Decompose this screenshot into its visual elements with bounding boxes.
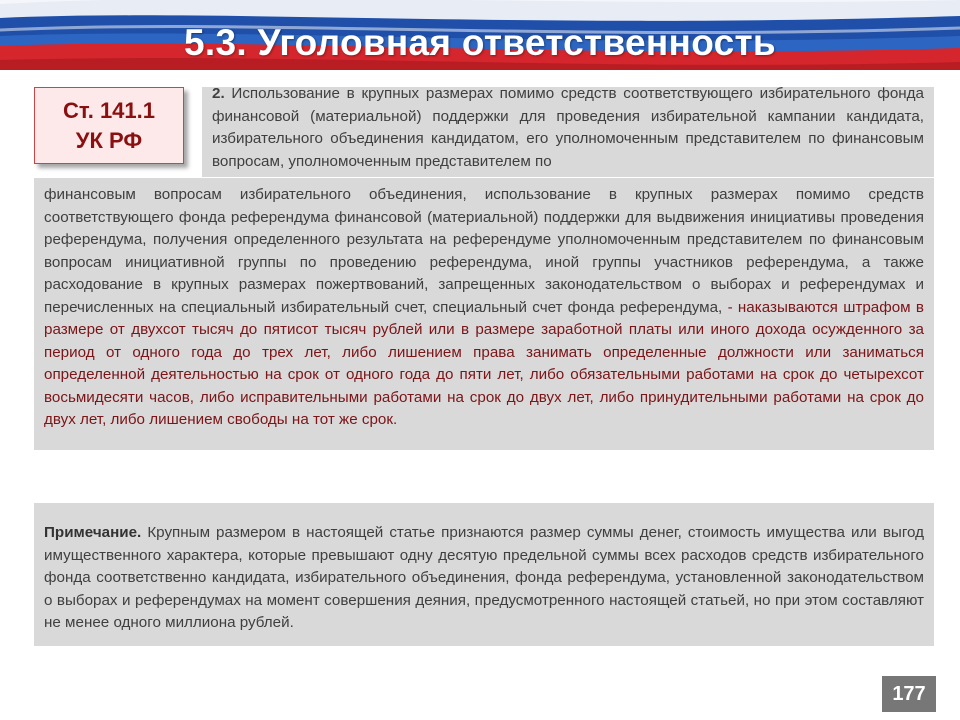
header-banner [0,0,960,70]
article-number: Ст. 141.1 [62,98,155,123]
clause-part1: Использование в крупных размерах помимо средств соответствующего избирательного фонда финансовой (материальной) поддержки для проведения избирательной кампании кандидата, избирательного объединения кандидатом, его уполномоченным представителем по финансовым вопросам, уполномоченным представителем по [212,87,924,170]
clause-text-main [34,178,934,450]
note-text: Крупным размером в настоящей статье признаются размер суммы денег, стоимость имущества или выгод имущественного характера, которые превышают одну десятую предельной суммы всех расходов средств избирательного фонда соответственно кандидата, избирательного объединения, фонда референдума, установленной законодательством о выборах и референдумах на момент совершения деяния, предусмотренного настоящей статьей, но при этом составляют не менее одного миллиона рублей. [44,524,924,631]
clause-part2: финансовым вопросам избирательного объединения, использование в крупных размерах помимо средств соответствующего фонда референдума финансовой (материальной) поддержки для выдвижения инициативы проведения референдума, получения определенного результата на референдуме уполномоченным представителем по финансовым вопросам инициативной группы по проведению референдума, иной группы участников референдума, а также расходование в крупных размерах пожертвований, запрещенных законодательством о выборах и референдумах и перечисленных на специальный избирательный счет, специальный счет фонда референдума, [44,186,924,316]
article-badge [34,87,184,164]
note-label: Примечание. [44,524,142,541]
article-code: УК РФ [75,128,143,153]
note-block [34,503,934,646]
page-number: 177 [882,676,936,712]
page-title: 5.3. Уголовная ответственность [184,22,776,63]
clause-text-top [202,87,934,177]
clause-penalty: - наказываются штрафом в размере от двухсот тысяч до пятисот тысяч рублей или в размере заработной платы или иного дохода осужденного за период от одного года до трех лет, либо лишением права занимать определенные должности или заниматься определенной деятельностью на срок от одного года до пяти лет, либо обязательными работами на срок до четырехсот восьмидесяти часов, либо исправительными работами на срок до двух лет, либо принудительными работами на срок до двух лет, либо лишением свободы на тот же срок. [44,298,924,428]
clause-number: 2. [212,87,225,102]
